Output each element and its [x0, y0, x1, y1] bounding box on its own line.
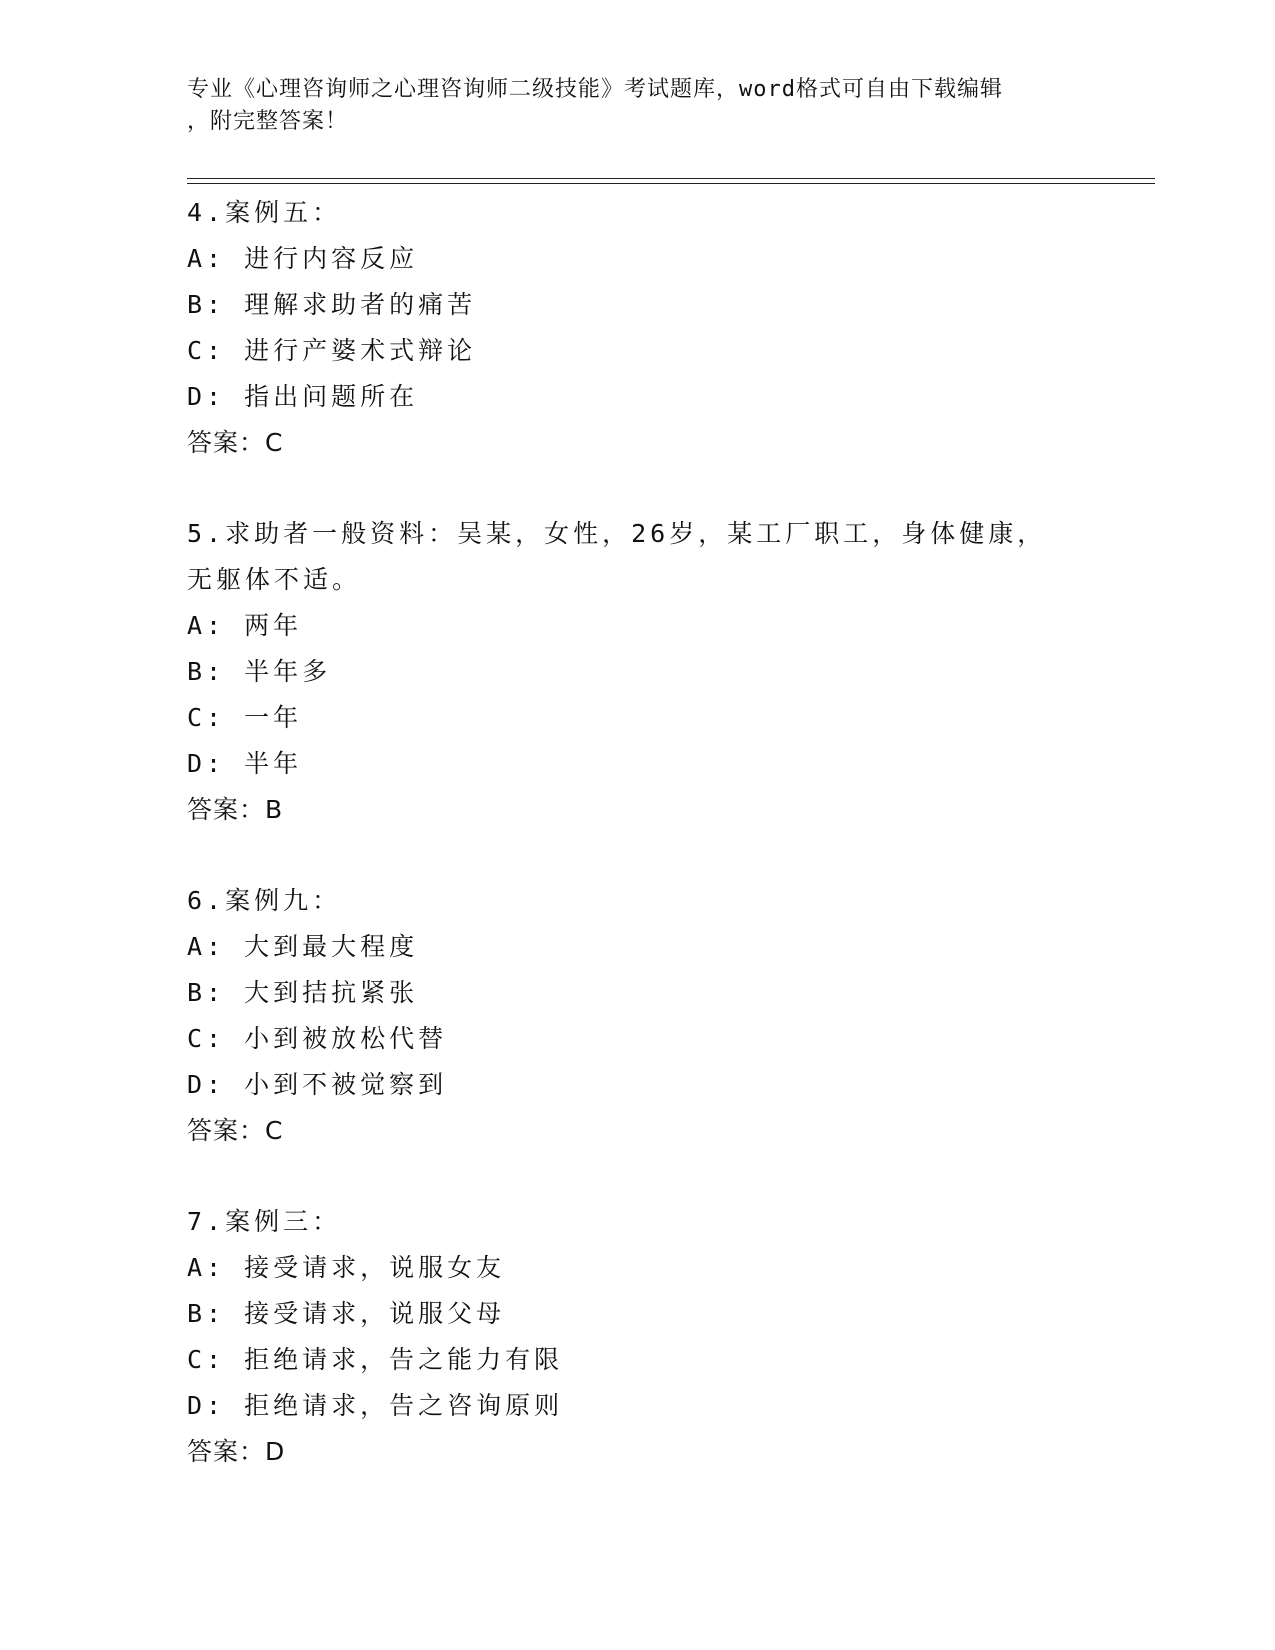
header-line-1: 专业《心理咨询师之心理咨询师二级技能》考试题库，word格式可自由下载编辑: [187, 77, 1003, 102]
answer-line: 答案：C: [187, 1116, 284, 1145]
option-b: B: 接受请求，说服父母: [187, 1299, 506, 1328]
question-7: [187, 1199, 1067, 1475]
option-b: B: 大到拮抗紧张: [187, 978, 419, 1007]
question-text: 5.求助者一般资料：吴某，女性，26岁，某工厂职工，身体健康，无躯体不适。: [187, 519, 1047, 594]
header-line-2: ，附完整答案！: [187, 109, 349, 134]
answer-line: 答案：B: [187, 795, 284, 824]
option-c: C: 进行产婆术式辩论: [187, 336, 477, 365]
header-divider-top: [187, 178, 1155, 179]
option-a: A: 两年: [187, 611, 303, 640]
header-divider-bottom: [187, 183, 1155, 184]
document-header: [187, 74, 1067, 138]
question-text: 6.案例九：: [187, 886, 342, 915]
answer-line: 答案：C: [187, 428, 284, 457]
question-text: 7.案例三：: [187, 1207, 342, 1236]
option-a: A: 接受请求，说服女友: [187, 1253, 506, 1282]
option-b: B: 半年多: [187, 657, 332, 686]
question-5: [187, 511, 1067, 833]
question-text: 4.案例五：: [187, 198, 342, 227]
option-a: A: 进行内容反应: [187, 244, 419, 273]
option-d: D: 半年: [187, 749, 303, 778]
option-d: D: 小到不被觉察到: [187, 1070, 448, 1099]
answer-line: 答案：D: [187, 1437, 286, 1466]
question-6: [187, 878, 1067, 1154]
option-d: D: 拒绝请求，告之咨询原则: [187, 1391, 564, 1420]
question-4: [187, 190, 1067, 466]
option-c: C: 一年: [187, 703, 303, 732]
question-list: [187, 190, 1067, 1520]
option-b: B: 理解求助者的痛苦: [187, 290, 477, 319]
option-d: D: 指出问题所在: [187, 382, 419, 411]
option-a: A: 大到最大程度: [187, 932, 419, 961]
option-c: C: 拒绝请求，告之能力有限: [187, 1345, 564, 1374]
option-c: C: 小到被放松代替: [187, 1024, 448, 1053]
